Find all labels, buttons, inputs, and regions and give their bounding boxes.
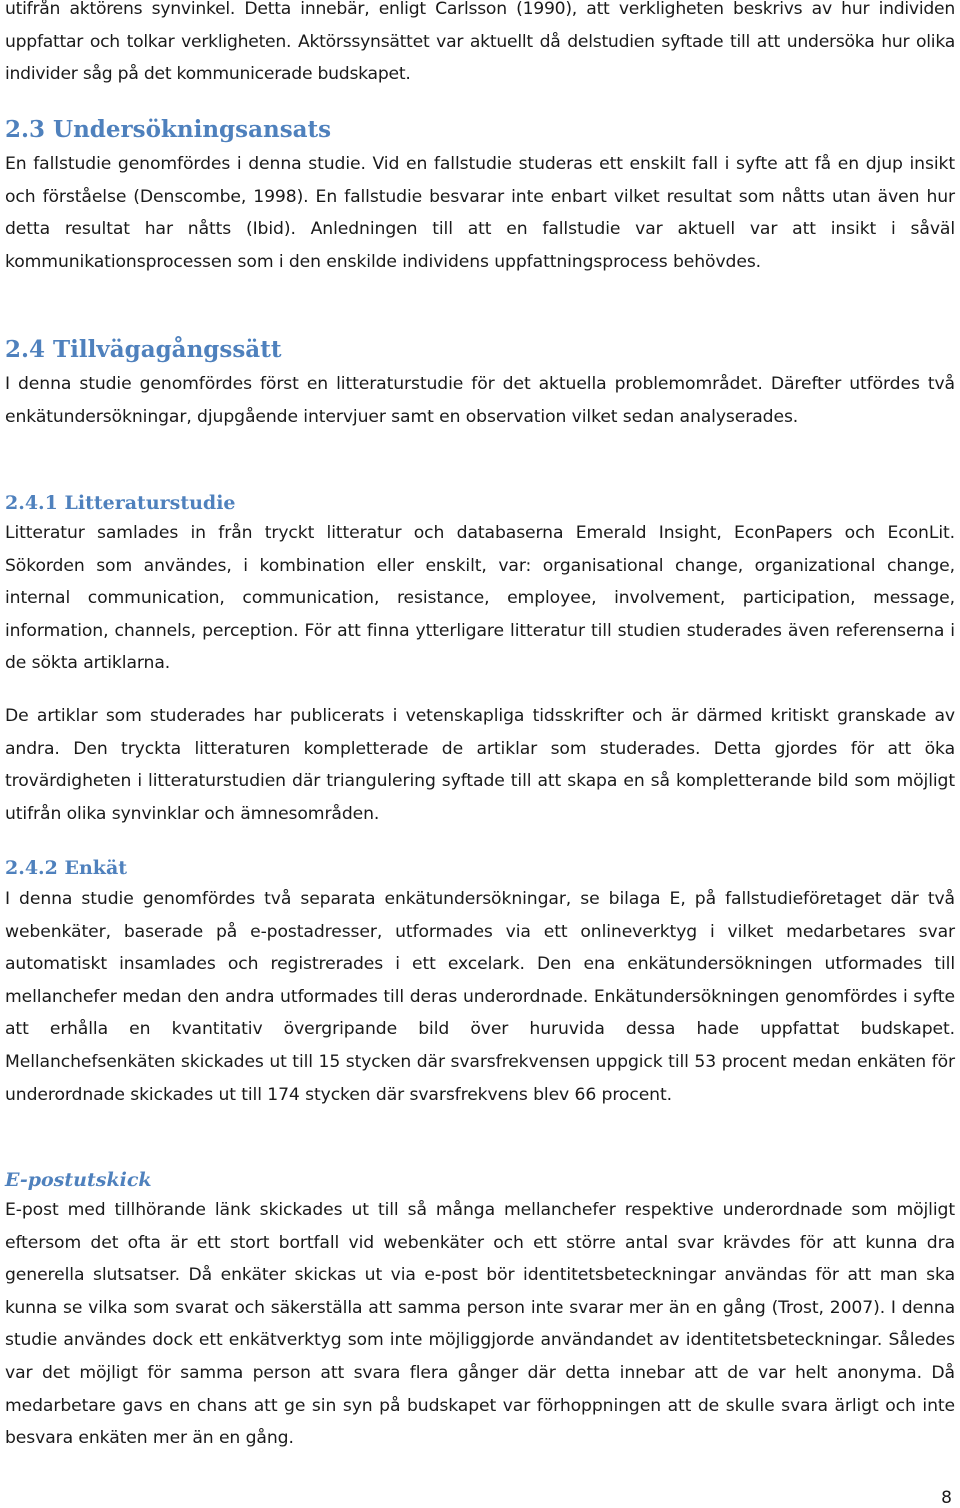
epostutskick-paragraph: E-post med tillhörande länk skickades ut till så många mellanchefer respektive underordnade som möjligt eftersom det ofta är ett stort bortfall vid webenkäter och ett större antal svar krävdes för att kunna dra generella slutsatser. Då enkäter skickas ut via e-post bör identitetsbeteckningar användas för att man ska kunna se vilka som svarat och säkerställa att samma person inte svarar mer än en gång (Trost, 2007). I denna studie användes dock ett enkätverktyg som inte möjliggjorde användandet av identitetsbeteckningar. Således var det möjligt för samma person att svara flera gånger där detta innebar att de var helt anonyma. Då medarbetare gavs en chans att ge sin syn på budskapet var förhoppningen att de skulle svara ärligt och inte besvara enkäten mer än en gång. [5, 1200, 955, 1449]
litteraturstudie-paragraph-1: Litteratur samlades in från tryckt litteratur och databaserna Emerald Insight, EconPapers och EconLit. Sökorden som användes, i kombination eller enskilt, var: organisational change, organizational change, internal communication, communication, resistance, employee, involvement, participation, message, information, channels, perception. För att finna ytterligare litteratur till studien studerades även referenserna i de sökta artiklarna. [5, 523, 955, 674]
litteraturstudie-paragraph-2: De artiklar som studerades har publicerats i vetenskapliga tidsskrifter och är därmed kritiskt granskade av andra. Den tryckta litteraturen kompletterade de artiklar som studerades. Detta gjordes för att öka trovärdigheten i litteraturstudien där triangulering syftade till att skapa en så kompletterande bild som möjligt utifrån olika synvinklar och ämnesområden. [5, 706, 955, 824]
heading-epostutskick: E-postutskick [5, 1169, 152, 1191]
intro-paragraph: utifrån aktörens synvinkel. Detta innebär, enligt Carlsson (1990), att verkligheten beskrivs av hur individen uppfattar och tolkar verkligheten. Aktörssynsättet var aktuellt då delstudien syftade till att undersöka hur olika individer såg på det kommunicerade budskapet. [5, 0, 955, 85]
heading-litteraturstudie: 2.4.1 Litteraturstudie [5, 492, 236, 514]
heading-tillvagagangssatt: 2.4 Tillvägagångssätt [5, 336, 282, 363]
heading-enkat: 2.4.2 Enkät [5, 857, 128, 879]
undersokningsansats-paragraph: En fallstudie genomfördes i denna studie. Vid en fallstudie studeras ett enskilt fall i syfte att få en djup insikt och förståelse (Denscombe, 1998). En fallstudie besvarar inte enbart vilket resultat som nåtts utan även hur detta resultat har nåtts (Ibid). Anledningen till att en fallstudie var aktuell var att insikt i såväl kommunikationsprocessen som i den enskilde individens uppfattningsprocess behövdes. [5, 154, 955, 272]
enkat-paragraph: I denna studie genomfördes två separata enkätundersökningar, se bilaga E, på fallstudieföretaget där två webenkäter, baserade på e-postadresser, utformades via ett onlineverktyg i vilket medarbetares svar automatiskt insamlades och registrerades i ett excelark. Den ena enkätundersökningen utformades till mellanchefer medan den andra utformades till deras underordnade. Enkätundersökningen genomfördes i syfte att erhålla en kvantitativ övergripande bild över huruvida dessa hade uppfattat budskapet. Mellanchefsenkäten skickades ut till 15 stycken där svarsfrekvensen uppgick till 53 procent medan enkäten för underordnade skickades ut till 174 stycken där svarsfrekvens blev 66 procent. [5, 889, 955, 1105]
tillvagagangssatt-paragraph: I denna studie genomfördes först en litteraturstudie för det aktuella problemområdet. Därefter utfördes två enkätundersökningar, djupgående intervjuer samt en observation vilket sedan analyserades. [5, 374, 955, 427]
heading-undersokningsansats: 2.3 Undersökningsansats [5, 116, 332, 143]
page-number: 8 [941, 1488, 952, 1508]
